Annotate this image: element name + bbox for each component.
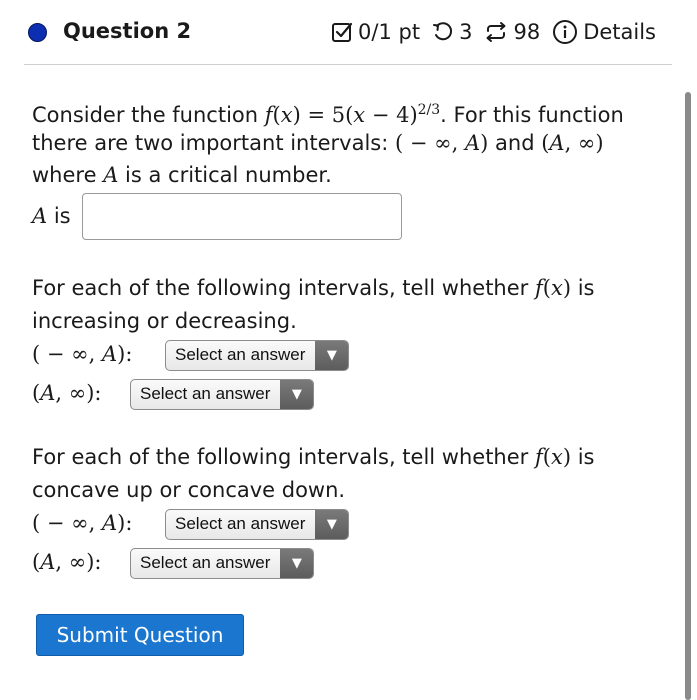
prompt-text: For each of the following intervals, tell whether: [32, 276, 535, 300]
concavity-select-right[interactable]: [130, 548, 314, 579]
retries-group: [432, 20, 472, 44]
interval-label-left: ( − ∞, A):: [32, 342, 133, 366]
dropdown-arrow-icon: ▼: [315, 341, 348, 370]
select-value: Select an answer: [140, 384, 271, 403]
scrollbar[interactable]: [685, 92, 691, 700]
dropdown-arrow-icon: ▼: [315, 510, 348, 539]
variable-a: A: [103, 163, 119, 187]
question-title: Question 2: [63, 19, 192, 43]
prompt-line-2: [32, 127, 604, 159]
details-button[interactable]: [552, 19, 656, 45]
prompt-text: is a critical number.: [118, 163, 332, 187]
prompt-line-3: [32, 159, 332, 191]
interval-label-right: (A, ∞):: [32, 381, 102, 405]
prompt-line-1: [32, 94, 624, 131]
prompt-text: . For this function: [440, 103, 624, 127]
answer-label: [32, 200, 71, 232]
prompt-text: there are two important intervals:: [32, 131, 395, 155]
function-name: f(x): [534, 276, 572, 300]
prompt-text: is: [571, 276, 595, 300]
select-value: Select an answer: [175, 345, 306, 364]
concavity-prompt-line-2: concave up or concave down.: [32, 478, 346, 502]
select-value: Select an answer: [175, 514, 306, 533]
increasing-select-left[interactable]: [165, 340, 349, 371]
score-group: [331, 20, 420, 44]
answer-label-text: is: [47, 204, 71, 228]
score-text: 0/1 pt: [358, 20, 421, 44]
interval-left: ( − ∞, A): [394, 131, 489, 155]
prompt-text: where: [32, 163, 104, 187]
prompt-text: For each of the following intervals, tell whether: [32, 445, 535, 469]
interval-right: (A, ∞): [541, 131, 604, 155]
status-dot-icon: [28, 23, 47, 42]
submit-question-button[interactable]: Submit Question: [36, 614, 244, 656]
variable-a: A: [32, 204, 48, 228]
repeat-icon: [484, 21, 508, 43]
details-label: Details: [583, 20, 656, 44]
increasing-prompt-line-2: increasing or decreasing.: [32, 309, 297, 333]
concavity-prompt-line-1: [32, 441, 594, 473]
prompt-text: and: [488, 131, 542, 155]
retries-count: 3: [459, 20, 473, 44]
interval-label-left: ( − ∞, A):: [32, 511, 133, 535]
select-value: Select an answer: [140, 553, 271, 572]
increasing-prompt-line-1: [32, 272, 594, 304]
question-header: [24, 10, 672, 65]
function-expression: $f(x) = 5(x - 4)^{2/3}$: [264, 102, 441, 127]
checkbox-icon: [331, 21, 353, 43]
function-name: f(x): [534, 445, 572, 469]
question-meta: [331, 19, 656, 45]
critical-number-input[interactable]: [82, 193, 402, 240]
attempts-count: 98: [513, 20, 541, 44]
info-icon: [552, 19, 578, 45]
prompt-text: Consider the function: [32, 103, 265, 127]
interval-label-right: (A, ∞):: [32, 550, 102, 574]
concavity-select-left[interactable]: [165, 509, 349, 540]
attempts-group: [484, 20, 540, 44]
retry-icon: [432, 21, 454, 43]
increasing-select-right[interactable]: [130, 379, 314, 410]
dropdown-arrow-icon: ▼: [280, 380, 313, 409]
prompt-text: is: [571, 445, 595, 469]
dropdown-arrow-icon: ▼: [280, 549, 313, 578]
